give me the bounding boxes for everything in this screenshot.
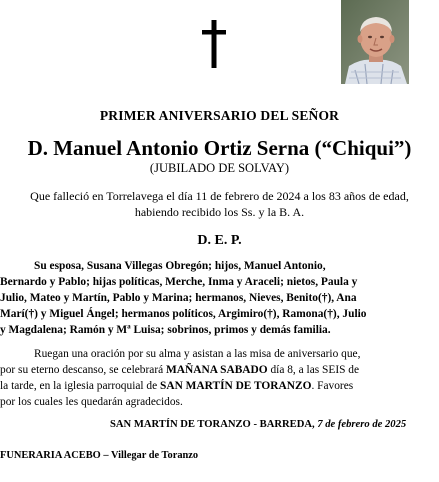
funeral-home: FUNERARIA ACEBO – Villegar de Toranzo	[0, 450, 199, 461]
family-paragraph	[0, 258, 439, 338]
prayer-line	[0, 362, 439, 378]
family-line: Julio, Mateo y Martín, Pablo y Marina; hermanos, Nieves, Benito(†), Ana	[0, 292, 357, 304]
death-notice-line: habiendo recibido los Ss. y la B. A.	[134, 205, 305, 219]
prayer-paragraph	[0, 346, 439, 410]
place-date	[110, 419, 406, 430]
prayer-text: la tarde, en la iglesia parroquial de	[0, 380, 161, 392]
prayer-text: por su eterno descanso, se celebrará	[0, 364, 167, 376]
family-line: Bernardo y Pablo; hijas políticas, Merche, Inma y Araceli; nietos, Paula y	[0, 276, 358, 288]
death-notice	[0, 188, 439, 220]
anniversary-title: PRIMER ANIVERSARIO DEL SEÑOR	[99, 108, 340, 123]
family-line: y Magdalena; Ramón y Mª Luisa; sobrinos, primos y demás familia.	[0, 324, 331, 336]
prayer-line: Ruegan una oración por su alma y asistan a las misa de aniversario que,	[34, 348, 361, 360]
prayer-text: . Favores	[311, 380, 354, 392]
cross-icon	[199, 20, 229, 68]
dep-heading: D. E. P.	[197, 233, 242, 248]
deceased-subtitle: (JUBILADO DE SOLVAY)	[149, 161, 290, 175]
place: SAN MARTÍN DE TORANZO - BARREDA,	[110, 419, 318, 430]
deceased-name: D. Manuel Antonio Ortiz Serna (“Chiqui”)	[27, 136, 412, 160]
prayer-text: día 8, a las SEIS de	[267, 364, 360, 376]
date: 7 de febrero de 2025	[317, 419, 407, 430]
family-line: Marí(†) y Miguel Ángel; hermanos políticos, Argimiro(†), Ramona(†), Julio	[0, 308, 367, 320]
mass-day: MAÑANA SABADO	[166, 364, 268, 376]
family-line: Su esposa, Susana Villegas Obregón; hijos, Manuel Antonio,	[34, 260, 326, 272]
prayer-line: por los cuales les quedarán agradecidos.	[0, 396, 183, 408]
church-name: SAN MARTÍN DE TORANZO	[160, 380, 312, 392]
portrait-photo	[341, 0, 409, 84]
prayer-line	[0, 378, 439, 394]
death-notice-line: Que falleció en Torrelavega el día 11 de febrero de 2024 a los 83 años de edad,	[30, 189, 409, 203]
